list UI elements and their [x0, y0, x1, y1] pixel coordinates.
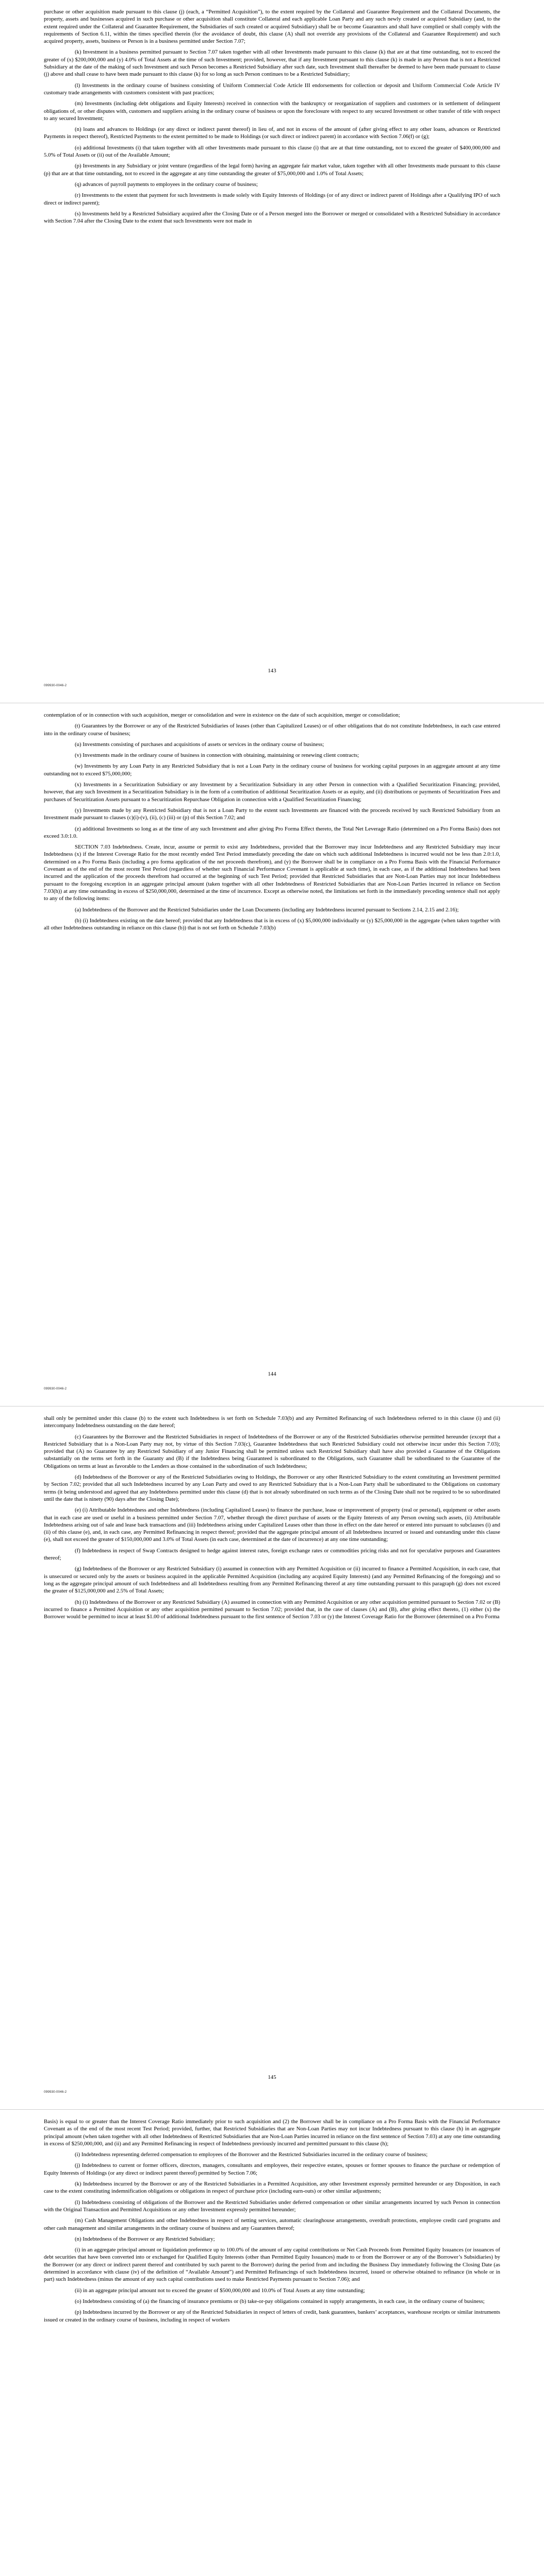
- paragraph: (t) Guarantees by the Borrower or any of the Restricted Subsidiaries of leases (other than Capitalized Leases) or of other obligations that do not constitute Indebtedness, in each case entered into in the ordinary course of business;: [44, 723, 500, 737]
- paragraph: (n) loans and advances to Holdings (or any direct or indirect parent thereof) in lieu of, and not in excess of the amount of (after giving effect to any other loans, advances or Restricted Payments in respect thereof), Restricted Payments to the extent permitted to be made to Holdings (or such direct or indirect parent) in accordance with Section 7.06(f) or (g);: [44, 126, 500, 140]
- document-page: [0, 2110, 544, 2576]
- paragraph: Basis) is equal to or greater than the Interest Coverage Ratio immediately prior to such acquisition and (2) the Borrower shall be in compliance on a Pro Forma Basis with the Financial Performance Covenant as of the end of the most recent Test Period; provided, further, that Restricted Subsidiaries that are Non-Loan Parties may not incur Indebtedness pursuant to this clause (h) in an aggregate principal amount (when taken together with all other Indebtedness of Restricted Subsidiaries that are Non-Loan Parties incurred in reliance on the first sentence of Section 7.03) at any one time outstanding in excess of $250,000,000, and (ii) and any Permitted Refinancing in respect of Indebtedness previously incurred and permitted pursuant to this clause (h);: [44, 2119, 500, 2147]
- paragraph: (x) Investments in a Securitization Subsidiary or any Investment by a Securitization Subsidiary in any other Person in connection with a Qualified Securitization Financing; provided, however, that any such Investment in a Securitization Subsidiary is in the form of a contribution of additional Securitization Assets or as equity, and (ii) distributions or payments of Securitization Fees and purchases of Securitization Assets pursuant to a Securitization Repurchase Obligation in connection with a Qualified Securitization Financing;: [44, 782, 500, 803]
- paragraph: (a) Indebtedness of the Borrower and the Restricted Subsidiaries under the Loan Documents (including any Indebtedness incurred pursuant to Sections 2.14, 2.15 and 2.16);: [75, 906, 459, 913]
- paragraph: (k) Indebtedness incurred by the Borrower or any of the Restricted Subsidiaries in a Permitted Acquisition, any other Investment expressly permitted hereunder or any Disposition, in each case to the extent constituting indemnification obligations or obligations in respect of purchase price (including earn-outs) or other similar adjustments;: [44, 2181, 500, 2195]
- paragraph: (o) Indebtedness consisting of (a) the financing of insurance premiums or (b) take-or-pay obligations contained in supply arrangements, in each case, in the ordinary course of business;: [75, 2298, 485, 2304]
- document-page: [0, 0, 544, 703]
- paragraph: (d) Indebtedness of the Borrower or any of the Restricted Subsidiaries owing to Holdings, the Borrower or any other Restricted Subsidiary to the extent constituting an Investment permitted by Section 7.02; provided that all such Indebtedness incurred by any Loan Party and owed to any Restricted Subsidiary that is a Non-Loan Party shall be subordinated to the Obligations on customary terms (it being understood and agreed that any Indebtedness permitted under this clause (d) that is not already subordinated on such terms as of the Closing Date shall not be required to be so subordinated until the date that is ninety (90) days after the Closing Date);: [44, 1474, 500, 1502]
- paragraph: (c) Guarantees by the Borrower and the Restricted Subsidiaries in respect of Indebtedness of the Borrower or any of the Restricted Subsidiaries otherwise permitted hereunder (except that a Restricted Subsidiary that is a Non-Loan Party may not, by virtue of this Section 7.03(c), Guarantee Indebtedness that such Restricted Subsidiary could not otherwise incur under this Section 7.03); provided that (A) no Guarantee by any Restricted Subsidiary of any Junior Financing shall be permitted unless such Restricted Subsidiary shall have also provided a Guarantee of the Obligations substantially on the terms set forth in the Guaranty and (B) if the Indebtedness being Guaranteed is subordinated to the Obligations, such Guarantee shall be subordinated to the Guarantee of the Obligations on terms at least as favorable to the Lenders as those contained in the subordination of such Indebtedness;: [44, 1433, 500, 1469]
- paragraph: (p) Investments in any Subsidiary or joint venture (regardless of the legal form) having an aggregate fair market value, taken together with all other Investments made pursuant to this clause (p) that are at that time outstanding, not to exceed in the aggregate at any time outstanding the greater of $75,000,000 and 1.0% of Total Assets;: [44, 163, 500, 177]
- paragraph: (k) Investment in a business permitted pursuant to Section 7.07 taken together with all other Investments made pursuant to this clause (k) that are at that time outstanding, not to exceed the greater of (x) $200,000,000 and (y) 4.0% of Total Assets at the time of such Investment; provided, however, that if any Investment pursuant to this clause (k) is made in any Person that is not a Restricted Subsidiary at the date of the making of such Investment and such Person becomes a Restricted Subsidiary after such date, such Investment shall thereafter be deemed to have been made pursuant to clause (j) above and shall cease to have been made pursuant to this clause (k) for so long as such Person continues to be a Restricted Subsidiary;: [44, 49, 500, 78]
- paragraph: (p) Indebtedness incurred by the Borrower or any of the Restricted Subsidiaries in respect of letters of credit, bank guarantees, bankers’ acceptances, warehouse receipts or similar instruments issued or created in the ordinary course of business, including in respect of workers: [44, 2309, 500, 2323]
- paragraph: (b) (i) Indebtedness existing on the date hereof; provided that any Indebtedness that is in excess of (x) $5,000,000 individually or (y) $25,000,000 in the aggregate (when taken together with all other Indebtedness outstanding in reliance on this clause (b)) that is not set forth on Schedule 7.03(b): [44, 917, 500, 931]
- paragraph: (w) Investments by any Loan Party in any Restricted Subsidiary that is not a Loan Party in the ordinary course of business for working capital purposes in an aggregate amount at any time outstanding not to exceed $75,000,000;: [44, 763, 500, 777]
- paragraph: (r) Investments to the extent that payment for such Investments is made solely with Equity Interests of Holdings (or of any direct or indirect parent of Holdings after a Qualifying IPO of such direct or indirect parent);: [44, 192, 500, 206]
- page-number: 145: [268, 2074, 276, 2080]
- document-code: 099930-0046-2: [44, 684, 67, 687]
- paragraph: (u) Investments consisting of purchases and acquisitions of assets or services in the ordinary course of business;: [75, 741, 324, 748]
- paragraph: (g) Indebtedness of the Borrower or any Restricted Subsidiary (i) assumed in connection with any Permitted Acquisition or (ii) incurred to finance a Permitted Acquisition, in each case, that is unsecured or secured only by the assets or business acquired in the applicable Permitted Acquisition (including any acquired Equity Interests) (and any Permitted Refinancing of the foregoing) and so long as the aggregate principal amount of such Indebtedness and all Indebtedness resulting from any Permitted Refinancing thereof at any time outstanding pursuant to this paragraph (g) does not exceed the greater of $125,000,000 and 2.5% of Total Assets;: [44, 1566, 500, 1595]
- document-code: 099930-0046-2: [44, 2090, 67, 2094]
- paragraph: (y) Investments made by any Restricted Subsidiary that is not a Loan Party to the extent such Investments are financed with the proceeds received by such Restricted Subsidiary from an Investment made pursuant to clauses (c)(i)-(v), (ii), (c) (iii) or (p) of this Section 7.02; and: [44, 807, 500, 821]
- page-number: 144: [268, 1371, 276, 1377]
- paragraph: (m) Cash Management Obligations and other Indebtedness in respect of netting services, automatic clearinghouse arrangements, overdraft protections, employee credit card programs and other cash management and similar arrangements in the ordinary course of business and any Guarantees thereof;: [44, 2217, 500, 2231]
- paragraph: purchase or other acquisition made pursuant to this clause (j) (each, a “Permitted Acquisition”), to the extent required by the Collateral and Guarantee Requirement and the Collateral Documents, the property, assets and businesses acquired in such purchase or other acquisition shall constitute Collateral and each applicable Loan Party and any such newly created or acquired Subsidiary (and, to the extent required under the Collateral and Guarantee Requirement, the Subsidiaries of such created or acquired Subsidiary) shall be or become Guarantors and shall have complied or shall comply with the requirements of Section 6.11, within the times specified therein (for the avoidance of doubt, this clause (A) shall not override any provisions of the Collateral and Guarantee Requirement) and such acquired property, assets, business or Person is in a business permitted under Section 7.07;: [44, 9, 500, 45]
- paragraph: (j) Indebtedness to current or former officers, directors, managers, consultants and employees, their respective estates, spouses or former spouses to finance the purchase or redemption of Equity Interests of Holdings (or any direct or indirect parent thereof) permitted by Section 7.06;: [44, 2162, 500, 2176]
- paragraph: (s) Investments held by a Restricted Subsidiary acquired after the Closing Date or of a Person merged into the Borrower or merged or consolidated with a Restricted Subsidiary in accordance with Section 7.04 after the Closing Date to the extent that such Investments were not made in: [44, 210, 500, 225]
- paragraph: (m) Investments (including debt obligations and Equity Interests) received in connection with the bankruptcy or reorganization of suppliers and customers or in settlement of delinquent obligations of, or other disputes with, customers and suppliers arising in the ordinary course of business or upon the foreclosure with respect to any secured Investment or other transfer of title with respect to any secured Investment;: [44, 100, 500, 122]
- paragraph: (z) additional Investments so long as at the time of any such Investment and after giving Pro Forma Effect thereto, the Total Net Leverage Ratio (determined on a Pro Forma Basis) does not exceed 3.0:1.0.: [44, 825, 500, 839]
- paragraph: (f) Indebtedness in respect of Swap Contracts designed to hedge against interest rates, foreign exchange rates or commodities pricing risks and not for speculative purposes and Guarantees thereof;: [44, 1547, 500, 1562]
- document-code: 099930-0046-2: [44, 1387, 67, 1391]
- paragraph: (h) (i) Indebtedness of the Borrower or any Restricted Subsidiary (A) assumed in connection with any Permitted Acquisition or any other acquisition permitted pursuant to Section 7.02 or (B) incurred to finance a Permitted Acquisition or any other acquisition permitted pursuant to Section 7.02; provided that, in the case of clauses (A) and (B), after giving effect thereto, (1) either (x) the Borrower would be permitted to incur at least $1.00 of additional Indebtedness pursuant to the first sentence of Section 7.03 or (y) the Interest Coverage Ratio for the Borrower (determined on a Pro Forma: [44, 1599, 500, 1620]
- paragraph: (o) additional Investments (i) that taken together with all other Investments made pursuant to this clause (i) that are at that time outstanding, not to exceed the greater of $400,000,000 and 5.0% of Total Assets or (ii) out of the Available Amount;: [44, 144, 500, 159]
- document-page: [0, 703, 544, 1406]
- paragraph: (l) Indebtedness consisting of obligations of the Borrower and the Restricted Subsidiaries under deferred compensation or other similar arrangements incurred by such Person in connection with the Original Transaction and Permitted Acquisitions or any other Investment expressly permitted hereunder;: [44, 2199, 500, 2213]
- paragraph: (v) Investments made in the ordinary course of business in connection with obtaining, maintaining or renewing client contracts;: [75, 752, 359, 759]
- paragraph: (e) (i) Attributable Indebtedness and other Indebtedness (including Capitalized Leases) to finance the purchase, lease or improvement of property (real or personal), equipment or other assets that in each case are used or useful in a business permitted under Section 7.07, whether through the direct purchase of assets or the Equity Interests of any Person owning such assets, (ii) Attributable Indebtedness arising out of sale and lease back transactions and (iii) Indebtedness arising under Capitalized Leases other than those in effect on the date hereof or entered into pursuant to subclauses (i) and (ii) of this clause (e), and, in each case, any Permitted Refinancing in respect thereof; provided that the aggregate principal amount of all Indebtedness incurred or issued and outstanding under this clause (e), shall not exceed the greater of $150,000,000 and 3.0% of Total Assets (in each case, determined at the date of incurrence) at any one time outstanding;: [44, 1507, 500, 1543]
- paragraph: contemplation of or in connection with such acquisition, merger or consolidation and were in existence on the date of such acquisition, merger or consolidation;: [44, 712, 400, 718]
- paragraph: (q) advances of payroll payments to employees in the ordinary course of business;: [75, 181, 258, 188]
- paragraph: (ii) in an aggregate principal amount not to exceed the greater of $500,000,000 and 10.0% of Total Assets at any time outstanding;: [75, 2287, 365, 2294]
- paragraph: (i) in an aggregate principal amount or liquidation preference up to 100.0% of the amount of any capital contributions or Net Cash Proceeds from Permitted Equity Issuances (or issuances of debt securities that have been converted into or exchanged for Qualified Equity Interests (other than Permitted Equity Issuances) made to or from the Borrower or any of the Borrower’s Subsidiaries) by the Borrower (or any direct or indirect parent thereof and contributed by such parent to the Borrower) during the period from and including the Business Day immediately following the Closing Date (as determined in accordance with clause (iv) of the definition of “Available Amount”) and Permitted Refinancings of such Indebtedness incurred, issued or otherwise obtained to refinance (in whole or in part) such Indebtedness (minus the amount of any such capital contributions used to make Restricted Payments pursuant to Section 7.06); and: [44, 2247, 500, 2283]
- page-number: 143: [268, 668, 276, 674]
- paragraph: (l) Investments in the ordinary course of business consisting of Uniform Commercial Code Article III endorsements for collection or deposit and Uniform Commercial Code Article IV customary trade arrangements with customers consistent with past practices;: [44, 82, 500, 96]
- paragraph: (i) Indebtedness representing deferred compensation to employees of the Borrower and the Restricted Subsidiaries incurred in the ordinary course of business;: [75, 2151, 428, 2158]
- document-page: [0, 1406, 544, 2110]
- paragraph: (n) Indebtedness of the Borrower or any Restricted Subsidiary;: [75, 2235, 215, 2242]
- paragraph: shall only be permitted under this clause (b) to the extent such Indebtedness is set forth on Schedule 7.03(b) and any Permitted Refinancing of such Indebtedness referred to in this clause (i) and (ii) intercompany Indebtedness outstanding on the date hereof;: [44, 1415, 500, 1429]
- section-paragraph: SECTION 7.03 Indebtedness. Create, incur, assume or permit to exist any Indebtedness, provided that the Borrower may incur Indebtedness and any Restricted Subsidiary may incur Indebtedness (x) if the Interest Coverage Ratio for the most recently ended Test Period immediately preceding the date on which such additional Indebtedness is incurred would not be less than 2.0:1.0, determined on a Pro Forma Basis (including a pro forma application of the net proceeds therefrom), and (y) the Borrower shall be in compliance on a Pro Forma Basis with the Financial Performance Covenant as of the end of the most recent Test Period (regardless of whether such Financial Performance Covenant is applicable at such time), in each case, as if the additional Indebtedness had been incurred and the application of the proceeds therefrom had occurred at the beginning of such Test Period; provided that Restricted Subsidiaries that are Non-Loan Parties may not incur Indebtedness pursuant to the foregoing exception in an aggregate principal amount (taken together with all other Indebtedness of Restricted Subsidiaries that are Non-Loan Parties incurred in reliance on Section 7.03(h)) at any time outstanding in excess of $250,000,000, determined at the time of incurrence. Except as otherwise noted, the limitations set forth in the immediately preceding sentence shall not apply to any of the following items:: [44, 844, 500, 902]
